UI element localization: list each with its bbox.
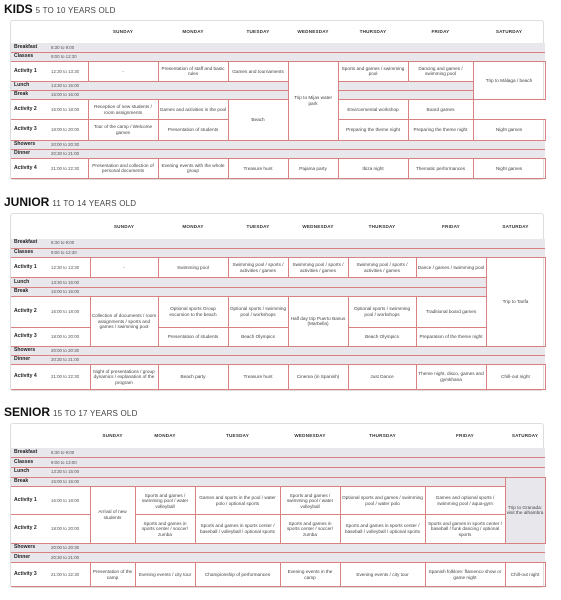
schedule-cell: Evening events / city tour <box>135 563 195 587</box>
junior-day-monday: MONDAY <box>182 223 204 229</box>
schedule-cell: Preparation of the theme night <box>416 328 486 347</box>
schedule-cell: Theme night, disco, games and gymkhana <box>416 365 486 390</box>
kids-row-activity1 <box>11 61 545 81</box>
schedule-cell: Environmental workshop <box>338 100 408 120</box>
senior-day-wednesday: WEDNESDAY <box>294 433 326 439</box>
row-label: Activity 3 <box>11 120 48 140</box>
senior-day-saturday: SATURDAY <box>511 433 539 439</box>
junior-header-row <box>11 214 545 239</box>
schedule-cell: Championship of performances <box>195 563 280 587</box>
schedule-cell: Trip to Tarifa <box>486 257 545 346</box>
row-label: Activity 1 <box>11 257 48 278</box>
junior-row-showers <box>11 346 545 355</box>
senior-row-dinner <box>11 553 545 563</box>
senior-row-break <box>11 477 545 487</box>
kids-row-classes <box>11 52 545 61</box>
junior-row-activity4 <box>11 365 545 390</box>
kids-day-sunday: SUNDAY <box>112 29 134 35</box>
kids-title: KIDS <box>4 2 33 16</box>
schedule-cell: Trip to Granada: visit the alhambra <box>505 477 545 543</box>
schedule-cell: Presentation of staff and basic rules <box>158 61 228 81</box>
junior-heading <box>4 196 136 210</box>
junior-day-wednesday: WEDNESDAY <box>302 223 334 229</box>
row-label: Activity 2 <box>11 515 48 543</box>
junior-day-sunday: SUNDAY <box>113 223 135 229</box>
senior-title: SENIOR <box>4 405 51 419</box>
row-time: 16:00 to 18:00 <box>48 100 88 120</box>
junior-title: JUNIOR <box>4 195 50 209</box>
row-time: 16:00 to 18:00 <box>48 487 90 515</box>
senior-day-sunday: SUNDAY <box>102 433 123 439</box>
junior-row-lunch <box>11 278 545 287</box>
kids-schedule-panel <box>10 20 544 180</box>
schedule-cell: Sports and games in sports center / baseball / volleyball / optional sports <box>340 515 425 543</box>
schedule-cell: Sports and games in sports center / baseball / funk dancing / optional sports <box>425 515 505 543</box>
row-label: Activity 4 <box>11 158 48 178</box>
kids-row-break <box>11 91 545 100</box>
schedule-cell: Evening events in the camp <box>280 563 340 587</box>
row-label: Break <box>11 91 48 100</box>
schedule-cell: Reception of new students / room assignments <box>88 100 158 120</box>
senior-row-showers <box>11 543 545 553</box>
senior-heading <box>4 406 138 420</box>
schedule-cell: Night games <box>473 120 545 140</box>
row-time: 20:30 to 21:00 <box>48 149 88 158</box>
row-time: 8:30 to 9:00 <box>48 43 88 52</box>
schedule-cell: Sports and games in sports center / soccer/ zumba <box>280 515 340 543</box>
schedule-cell: Sports and games / swimming pool <box>338 61 408 81</box>
schedule-cell: Swimming pool / sports / activities / games <box>288 257 348 278</box>
row-label: Showers <box>11 140 48 149</box>
senior-row-activity1 <box>11 487 545 515</box>
row-time: 20:30 to 21:00 <box>48 355 90 364</box>
kids-row-showers <box>11 140 545 149</box>
row-label: Break <box>11 287 48 296</box>
row-label: Showers <box>11 543 48 553</box>
row-time: 21:00 to 22:30 <box>48 563 90 587</box>
schedule-cell: Sports and games in sports center / baseball / volleyball / optional sports <box>195 515 280 543</box>
senior-header-row <box>11 424 545 448</box>
row-label: Breakfast <box>11 448 48 458</box>
schedule-cell: Spanish folklore: flamenco show or game night <box>425 563 505 587</box>
schedule-cell: Chill-out night <box>505 563 545 587</box>
schedule-cell: Traditional board games <box>416 297 486 328</box>
kids-day-wednesday: WEDNESDAY <box>297 29 329 35</box>
schedule-cell: Night games <box>473 158 545 178</box>
senior-age-range: 15 TO 17 YEARS OLD <box>53 409 138 418</box>
junior-schedule-table <box>11 214 546 390</box>
schedule-cell: Beach party <box>158 365 228 390</box>
row-label: Activity 4 <box>11 365 48 390</box>
row-label: Dinner <box>11 149 48 158</box>
schedule-cell: Swimming pool <box>158 257 228 278</box>
row-time: 18:00 to 20:00 <box>48 120 88 140</box>
kids-row-activity2 <box>11 100 545 120</box>
row-label: Showers <box>11 346 48 355</box>
schedule-cell: Treasure hunt <box>228 158 288 178</box>
schedule-cell: Beach Olympics <box>348 328 416 347</box>
row-time: 15:00 to 16:00 <box>48 287 90 296</box>
row-time: 9:00 to 12:30 <box>48 52 88 61</box>
junior-row-classes <box>11 248 545 257</box>
row-time: 9:00 to 12:30 <box>48 248 90 257</box>
schedule-cell: Presentation of students <box>158 120 228 140</box>
schedule-cell: Games and sports in the pool / water polo / optional sports <box>195 487 280 515</box>
schedule-cell: Trip to Mijas water park <box>288 61 338 140</box>
row-time: 12:30 to 13:30 <box>48 257 90 278</box>
schedule-cell: Night of presentations / group dynamics / explanation of the program <box>90 365 158 390</box>
row-time: 8:30 to 9:00 <box>48 239 90 248</box>
schedule-cell: Sports and games in sports center / soccer/ zumba <box>135 515 195 543</box>
schedule-cell: Thematic performances <box>408 158 473 178</box>
junior-row-dinner <box>11 355 545 364</box>
row-time: 12:30 to 13:30 <box>48 61 88 81</box>
schedule-cell: Presentation and collection of personal documents <box>88 158 158 178</box>
schedule-cell: Optional sports / swimming pool / workshops <box>228 297 288 328</box>
kids-day-saturday: SATURDAY <box>495 29 523 35</box>
schedule-cell: Board games <box>408 100 473 120</box>
schedule-cell: - <box>88 61 158 81</box>
schedule-cell: Presentation of the camp <box>90 563 135 587</box>
kids-header-row <box>11 21 545 43</box>
kids-day-friday: FRIDAY <box>431 29 450 35</box>
row-label: Activity 3 <box>11 563 48 587</box>
kids-row-lunch <box>11 82 545 91</box>
schedule-cell: Optional sports Group excursion to the beach <box>158 297 228 328</box>
kids-schedule-table <box>11 21 546 179</box>
kids-row-dinner <box>11 149 545 158</box>
row-time: 9:00 to 13:00 <box>48 458 90 468</box>
row-time: 13:30 to 15:00 <box>48 467 90 477</box>
row-time: 16:00 to 18:00 <box>48 297 90 328</box>
junior-schedule-panel <box>10 213 544 391</box>
junior-row-activity1 <box>11 257 545 278</box>
schedule-cell: Games and activities in the pool <box>158 100 228 120</box>
row-time: 20:30 to 21:00 <box>48 553 90 563</box>
row-time: 13:30 to 15:00 <box>48 82 88 91</box>
schedule-cell: Swimming pool / sports / activities / games <box>228 257 288 278</box>
row-label: Activity 1 <box>11 61 48 81</box>
row-label: Lunch <box>11 82 48 91</box>
schedule-cell: Just Dance <box>348 365 416 390</box>
row-label: Break <box>11 477 48 487</box>
schedule-cell: Beach Olympics <box>228 328 288 347</box>
schedule-cell: - <box>90 257 158 278</box>
schedule-cell: Optional sports and games / swimming pool / water polo <box>340 487 425 515</box>
schedule-cell: Evening events with the whole group <box>158 158 228 178</box>
row-label: Classes <box>11 458 48 468</box>
kids-row-breakfast <box>11 43 545 52</box>
schedule-cell: Collection of documents / room assignments / sports and games / swimming pool <box>90 297 158 347</box>
junior-day-tuesday: TUESDAY <box>246 223 270 229</box>
senior-row-breakfast <box>11 448 545 458</box>
kids-row-activity4 <box>11 158 545 178</box>
row-time: 18:00 to 20:00 <box>48 328 90 347</box>
senior-day-tuesday: TUESDAY <box>226 433 249 439</box>
row-time: 20:00 to 20:30 <box>48 140 88 149</box>
schedule-cell: Sports and games / swimming pool / water volleyball <box>280 487 340 515</box>
row-time: 8:30 to 9:00 <box>48 448 90 458</box>
schedule-cell: Preparing the theme night <box>338 120 408 140</box>
schedule-cell: Tour of the camp / Welcome games <box>88 120 158 140</box>
senior-day-friday: FRIDAY <box>456 433 474 439</box>
junior-day-saturday: SATURDAY <box>502 223 529 229</box>
senior-row-classes <box>11 458 545 468</box>
schedule-cell: Beach <box>228 100 288 140</box>
kids-day-tuesday: TUESDAY <box>246 29 270 35</box>
row-label: Breakfast <box>11 43 48 52</box>
row-time: 15:00 to 16:00 <box>48 477 90 487</box>
schedule-cell: Half day trip Puerto Banus (Marbella) <box>288 297 348 347</box>
junior-day-thursday: THURSDAY <box>368 223 396 229</box>
schedule-cell: Ibiza night <box>338 158 408 178</box>
row-label: Dinner <box>11 553 48 563</box>
schedule-cell: Evening events / city tour <box>340 563 425 587</box>
row-label: Activity 1 <box>11 487 48 515</box>
schedule-cell: Cinema (in Spanish) <box>288 365 348 390</box>
row-time: 21:00 to 22:30 <box>48 365 90 390</box>
schedule-cell: Chill-out night <box>486 365 545 390</box>
junior-row-breakfast <box>11 239 545 248</box>
schedule-cell: Dance / games / swimming pool <box>416 257 486 278</box>
schedule-cell: Swimming pool / sports / activities / games <box>348 257 416 278</box>
row-label: Dinner <box>11 355 48 364</box>
kids-day-monday: MONDAY <box>182 29 204 35</box>
junior-day-friday: FRIDAY <box>442 223 460 229</box>
kids-heading <box>4 3 116 17</box>
senior-day-thursday: THURSDAY <box>369 433 396 439</box>
schedule-cell: Dancing and games / swimming pool <box>408 61 473 81</box>
row-label: Classes <box>11 248 48 257</box>
schedule-cell: Treasure hunt <box>228 365 288 390</box>
row-label: Lunch <box>11 467 48 477</box>
schedule-cell: Pajama party <box>288 158 338 178</box>
row-label: Activity 3 <box>11 328 48 347</box>
kids-day-thursday: THURSDAY <box>359 29 387 35</box>
junior-age-range: 11 TO 14 YEARS OLD <box>52 199 137 208</box>
row-label: Activity 2 <box>11 297 48 328</box>
schedule-cell: Games and optional sports / swimming pool / aqua-gym <box>425 487 505 515</box>
schedule-cell: Games and tournaments <box>228 61 288 81</box>
row-time: 21:00 to 22:30 <box>48 158 88 178</box>
row-time: 15:00 to 16:00 <box>48 91 88 100</box>
row-time: 13:30 to 15:00 <box>48 278 90 287</box>
row-label: Activity 2 <box>11 100 48 120</box>
row-label: Classes <box>11 52 48 61</box>
row-time: 20:00 to 20:30 <box>48 543 90 553</box>
row-time: 20:00 to 20:30 <box>48 346 90 355</box>
schedule-cell: Presentation of students <box>158 328 228 347</box>
schedule-cell: Sports and games / swimming pool / water volleyball <box>135 487 195 515</box>
row-label: Lunch <box>11 278 48 287</box>
senior-schedule-table <box>11 424 546 587</box>
senior-row-lunch <box>11 467 545 477</box>
senior-schedule-panel <box>10 423 544 588</box>
row-time: 18:00 to 20:00 <box>48 515 90 543</box>
junior-row-break <box>11 287 545 296</box>
row-label: Breakfast <box>11 239 48 248</box>
senior-row-activity3 <box>11 563 545 587</box>
schedule-cell: Preparing the theme night <box>408 120 473 140</box>
kids-age-range: 5 TO 10 YEARS OLD <box>35 6 116 15</box>
senior-day-monday: MONDAY <box>154 433 176 439</box>
schedule-cell: Arrival of new students <box>90 487 135 543</box>
junior-row-activity2 <box>11 297 545 328</box>
schedule-cell: Trip to Málaga / beach <box>473 61 545 99</box>
schedule-cell: Optional sports / swimming pool / workshops <box>348 297 416 328</box>
